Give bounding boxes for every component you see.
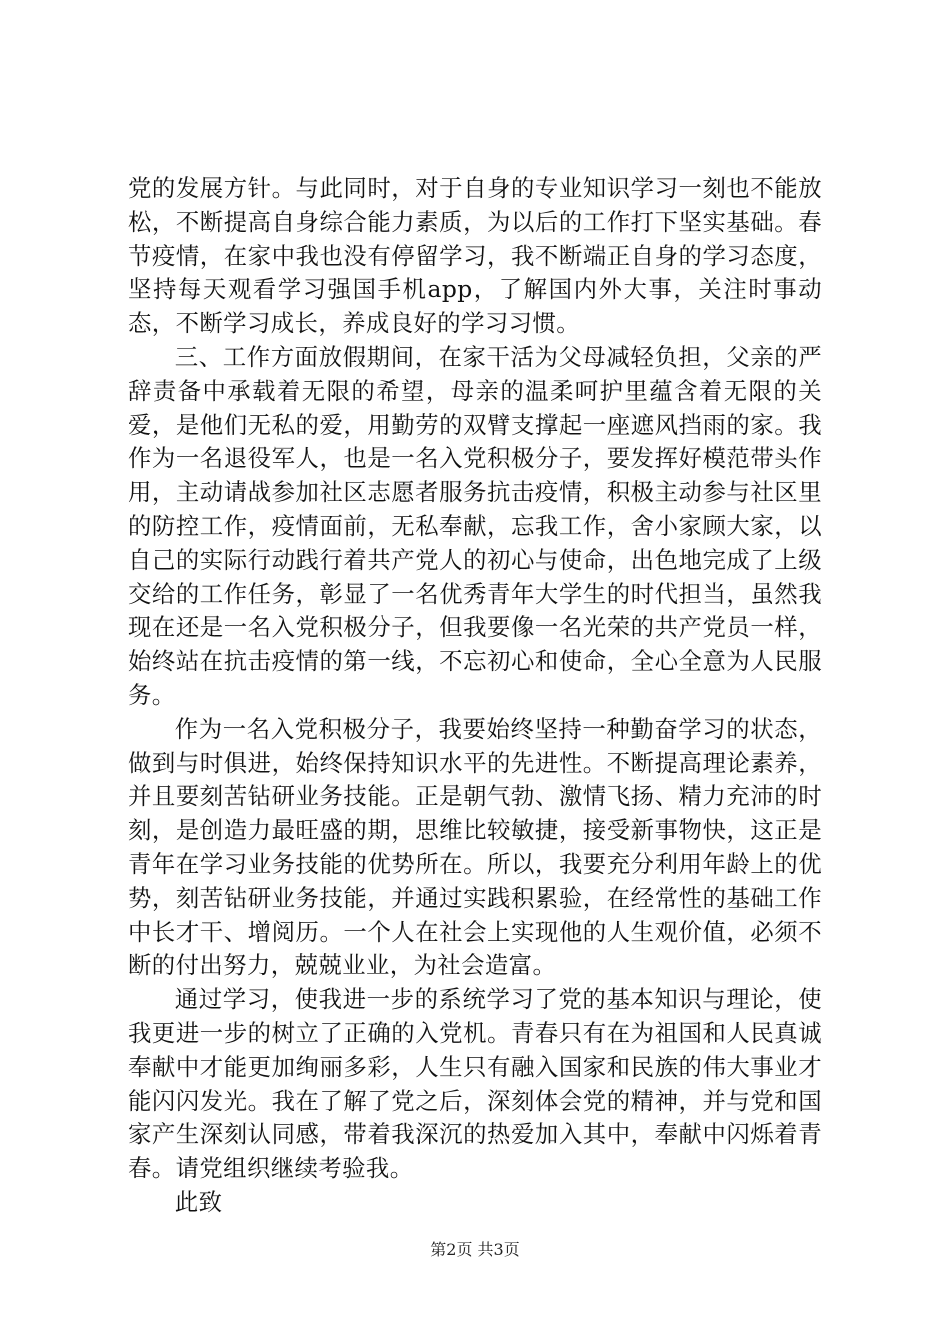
page-number-footer: 第2页 共3页 <box>430 1240 520 1259</box>
paragraph-learning-summary: 通过学习，使我进一步的系统学习了党的基本知识与理论，使我更进一步的树立了正确的入党机。青春只有在为祖国和人民真诚奉献中才能更加绚丽多彩，人生只有融入国家和民族的伟大事业才能闪闪发光。我在了解了党之后，深刻体会党的精神，并与党和国家产生深刻认同感，带着我深沉的热爱加入其中，奉献中闪烁着青春。请党组织继续考验我。 <box>128 985 822 1183</box>
paragraph-work-section: 三、工作方面放假期间，在家干活为父母减轻负担，父亲的严辞责备中承载着无限的希望，母亲的温柔呵护里蕴含着无限的关爱，是他们无私的爱，用勤劳的双臂支撑起一座遮风挡雨的家。我作为一名退役军人，也是一名入党积极分子，要发挥好模范带头作用，主动请战参加社区志愿者服务抗击疫情，积极主动参与社区里的防控工作，疫情面前，无私奉献，忘我工作，舍小家顾大家，以自己的实际行动践行着共产党人的初心与使命，出色地完成了上级交给的工作任务，彰显了一名优秀青年大学生的时代担当，虽然我现在还是一名入党积极分子，但我要像一名光荣的共产党员一样，始终站在抗击疫情的第一线，不忘初心和使命，全心全意为人民服务。 <box>128 342 822 709</box>
paragraph-activist-commitment: 作为一名入党积极分子，我要始终坚持一种勤奋学习的状态，做到与时俱进，始终保持知识水平的先进性。不断提高理论素养，并且要刻苦钻研业务技能。正是朝气勃、激情飞扬、精力充沛的时刻，是创造力最旺盛的期，思维比较敏捷，接受新事物快，这正是青年在学习业务技能的优势所在。所以，我要充分利用年龄上的优势，刻苦钻研业务技能，并通过实践积累验，在经常性的基础工作中长才干、增阅历。一个人在社会上实现他的人生观价值，必须不断的付出努力，兢兢业业，为社会造富。 <box>128 714 822 980</box>
paragraph-salutation: 此致 <box>174 1187 223 1216</box>
paragraph-continuation: 党的发展方针。与此同时，对于自身的专业知识学习一刻也不能放松，不断提高自身综合能力素质，为以后的工作打下坚实基础。春节疫情，在家中我也没有停留学习，我不断端正自身的学习态度，坚持每天观看学习强国手机app，了解国内外大事，关注时事动态，不断学习成长，养成良好的学习习惯。 <box>128 174 822 338</box>
document-body <box>128 172 822 1220</box>
